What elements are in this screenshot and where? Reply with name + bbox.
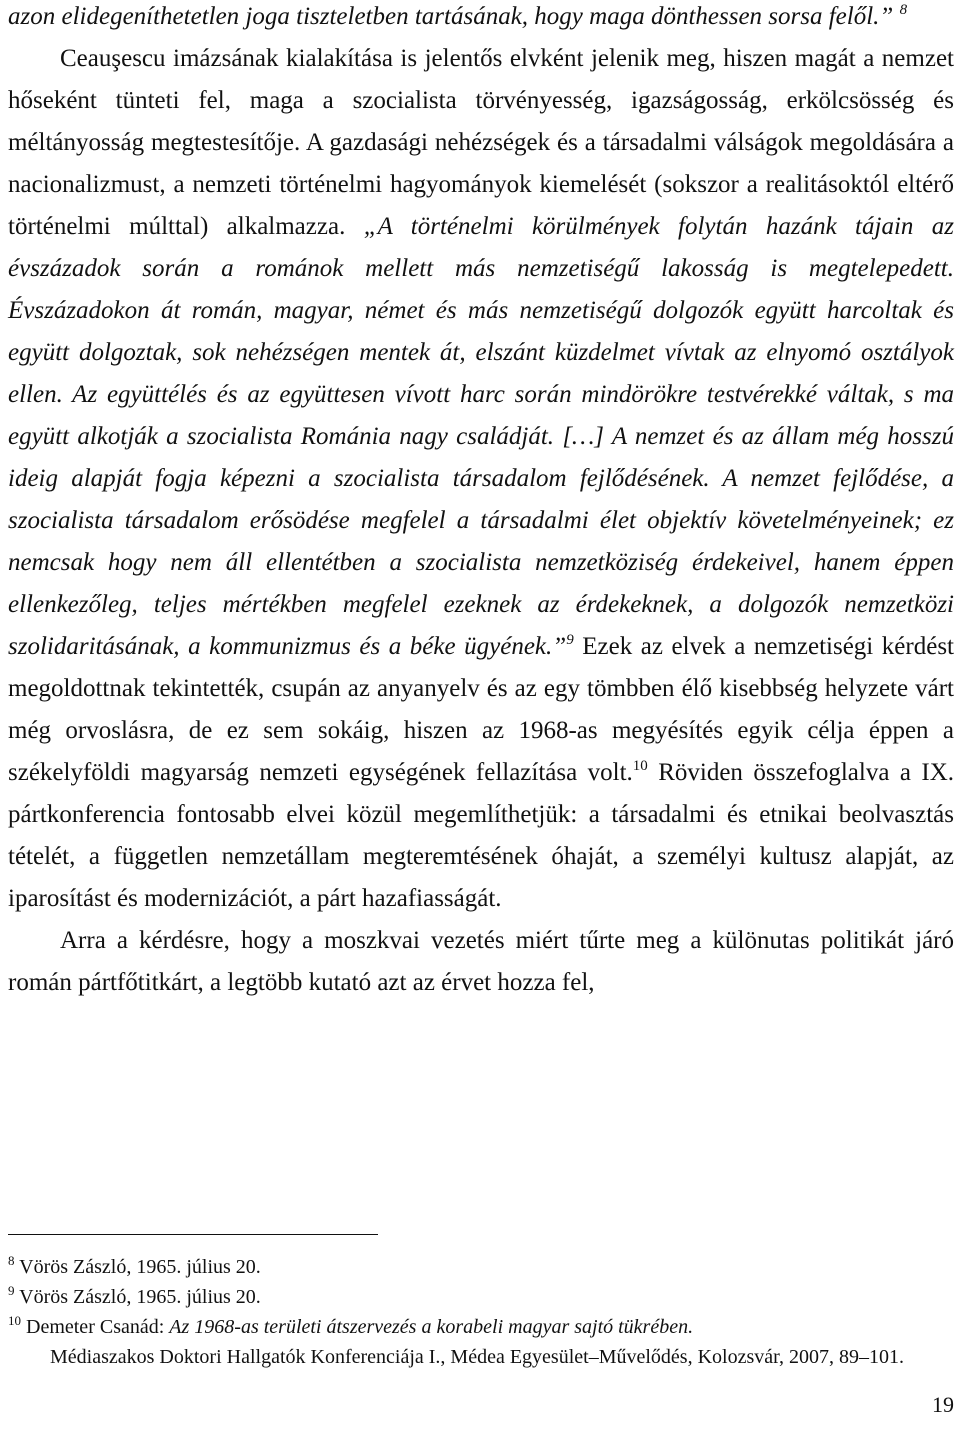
- footnote-9: [8, 1282, 954, 1312]
- paragraph-1: [8, 0, 954, 38]
- footnote-author: Demeter Csanád:: [26, 1316, 170, 1338]
- footnotes: [8, 1252, 954, 1372]
- quote-text: „A történelmi körülmények folytán hazánk tájain az évszázadok során a románok mellett más nemzetiségű lakosság is megtelepedett. Évszázadokon át román, magyar, német és más nemzetiségű dolgozók együtt harcoltak és együtt dolgoztak, sok nehézségen mentek át, elszánt küzdelmet vívtak az elnyomó osztályok ellen. Az együttélés és az együttesen vívott harc során mindörökre testvérekké váltak, s ma együtt alkotják a szocialista Románia nagy családját. […] A nemzet és az állam még hosszú ideig alapját fogja képezni a szocialista társadalom fejlődésének. A nemzet fejlődése, a szocialista társadalom erősödése megfelel a társadalmi élet objektív követelményeinek; ez nemcsak hogy nem áll ellentétben a szocialista nemzetköziség érdekeivel, hanem éppen ellenkezőleg, teljes mértékben megfelel ezeknek az érdekeknek, a dolgozók nemzetközi szolidaritásának, a kommunizmus és a béke ügyének.”: [8, 213, 954, 660]
- footnote-source: Médiaszakos Doktori Hallgatók Konferenciája I., Médea Egyesület–Művelődés, Kolozsvár, 2007, 89–101.: [50, 1346, 904, 1368]
- footnote-text: Vörös Zászló, 1965. július 20.: [19, 1256, 261, 1278]
- footnote-number: 8: [8, 1253, 15, 1268]
- footnote-10: [8, 1312, 954, 1372]
- footnote-number: 9: [8, 1283, 15, 1298]
- footnote-ref-10[interactable]: 10: [632, 758, 648, 774]
- paragraph-text: Ceauşescu imázsának kialakítása is jelentős elvként jelenik meg, hiszen magát a nemzet hőseként tünteti fel, maga a szocialista törvényesség, igazságosság, erkölcsösség és méltányosság megtestesítője. A gazdasági nehézségek és a társadalmi válságok megoldására a nacionalizmust, a nemzeti történelmi hagyományok kiemelését (sokszor a realitásoktól eltérő történelmi múlttal) alkalmazza.: [8, 45, 954, 240]
- footnote-ref-8[interactable]: 8: [899, 2, 908, 18]
- footnote-ref-9[interactable]: 9: [566, 632, 574, 648]
- footnote-number: 10: [8, 1313, 21, 1328]
- paragraph-3: [8, 920, 954, 1004]
- footnote-title: Az 1968-as területi átszervezés a korabeli magyar sajtó tükrében.: [169, 1316, 694, 1338]
- quote-ending: azon elidegeníthetetlen joga tiszteletben tartásának, hogy maga dönthessen sorsa felől.”: [8, 3, 894, 30]
- footnote-text: Vörös Zászló, 1965. július 20.: [19, 1286, 261, 1308]
- page-body: [8, 0, 954, 1004]
- paragraph-text-cont: Ezek az elvek a nemzetiségi kérdést megoldottnak tekintették, csupán az anyanyelv és az egy tömbben élő kisebbség helyzete várt még orvoslásra, de ez sem sokáig, hiszen az 1968-as megyésítés egyik célja éppen a székelyföldi magyarság nemzeti egységének fellazítása volt.: [8, 633, 954, 786]
- paragraph-2: [8, 38, 954, 920]
- paragraph-text-end: Röviden összefoglalva a IX. pártkonferencia fontosabb elvei közül megemlíthetjük: a társadalmi és etnikai beolvasztás tételét, a független nemzetállam megteremtésének óhaját, a személyi kultusz alapját, az iparosítást és modernizációt, a párt hazafiasságát.: [8, 759, 954, 912]
- paragraph-text: Arra a kérdésre, hogy a moszkvai vezetés miért tűrte meg a különutas politikát járó román pártfőtitkárt, a legtöbb kutató azt az érvet hozza fel,: [8, 927, 954, 996]
- footnote-divider: [8, 1234, 378, 1235]
- page-number: 19: [932, 1392, 954, 1417]
- footnote-8: [8, 1252, 954, 1282]
